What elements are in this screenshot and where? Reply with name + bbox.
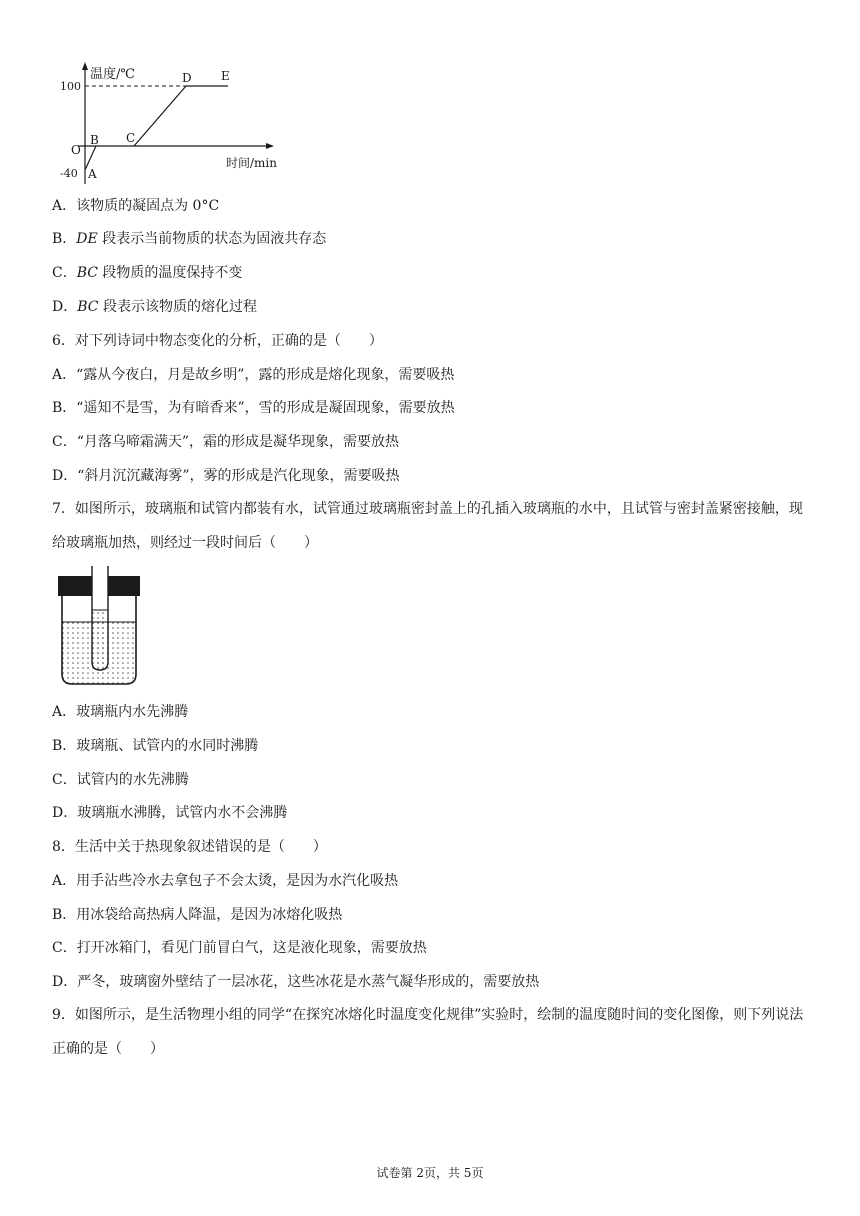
q6-stem: 6．对下列诗词中物态变化的分析，正确的是（ ） — [52, 333, 383, 349]
graph-svg — [58, 60, 298, 188]
point-label-B: B — [90, 133, 99, 147]
point-label-A: A — [88, 167, 97, 181]
point-label-D: D — [182, 71, 192, 85]
point-label-E: E — [221, 69, 230, 83]
q9-stem: 9．如图所示，是生活物理小组的同学“在探究冰熔化时温度变化规律”实验时，绘制的温度随时间的变化图像，则下列说法正确的是（ ） — [52, 1007, 804, 1057]
q5-option-b-var: DE — [76, 231, 98, 247]
beaker-svg — [56, 566, 142, 690]
q7-option-b: B．玻璃瓶、试管内的水同时沸腾 — [52, 738, 259, 754]
jar-lid-right — [108, 576, 140, 596]
q5-option-d — [52, 297, 257, 317]
page-footer: 试卷第 2页，共 5页 — [376, 1166, 484, 1180]
q5-option-d-prefix: D． — [52, 299, 78, 315]
q5-option-b-prefix: B． — [52, 231, 77, 247]
q5-option-b — [52, 229, 326, 249]
tick-label-neg40: -40 — [60, 167, 78, 180]
y-axis-label: 温度/℃ — [90, 67, 135, 82]
q6-option-c: C．“月落乌啼霜满天”，霜的形成是凝华现象，需要放热 — [52, 434, 400, 450]
q5-option-d-text: 段表示该物质的熔化过程 — [98, 299, 257, 315]
q6-option-a: A．“露从今夜白，月是故乡明”，露的形成是熔化现象，需要吸热 — [52, 367, 455, 383]
temperature-time-graph — [58, 60, 298, 188]
q8-stem: 8．生活中关于热现象叙述错误的是（ ） — [52, 839, 327, 855]
segment-CD — [134, 86, 186, 146]
y-axis-arrow — [82, 62, 88, 70]
q5-option-c-var: BC — [76, 265, 98, 281]
q5-option-c — [52, 263, 242, 283]
q8-option-a: A．用手沾些冷水去拿包子不会太烫，是因为水汽化吸热 — [52, 873, 399, 889]
jar-lid-left — [58, 576, 92, 596]
q5-option-c-prefix: C． — [52, 265, 77, 281]
q7-option-d: D．玻璃瓶水沸腾，试管内水不会沸腾 — [52, 805, 288, 821]
q6-option-b: B．“遥知不是雪，为有暗香来”，雪的形成是凝固现象，需要放热 — [52, 400, 455, 416]
q7-option-a: A．玻璃瓶内水先沸腾 — [52, 704, 189, 720]
q7-stem: 7．如图所示，玻璃瓶和试管内都装有水，试管通过玻璃瓶密封盖上的孔插入玻璃瓶的水中，且试管与密封盖紧密接触，现给玻璃瓶加热，则经过一段时间后（ ） — [52, 501, 803, 551]
q5-option-d-var: BC — [77, 299, 99, 315]
beaker-figure — [56, 566, 142, 690]
q5-option-a: A．该物质的凝固点为 0°C — [52, 198, 220, 214]
point-label-O: O — [71, 143, 81, 157]
x-axis-label: 时间/min — [226, 156, 277, 170]
point-label-C: C — [126, 131, 136, 145]
q8-option-c: C．打开冰箱门，看见门前冒白气，这是液化现象，需要放热 — [52, 940, 427, 956]
q8-option-b: B．用冰袋给高热病人降温，是因为冰熔化吸热 — [52, 907, 343, 923]
x-axis-arrow — [266, 143, 274, 149]
q5-option-c-text: 段物质的温度保持不变 — [97, 265, 243, 281]
q8-option-d: D．严冬，玻璃窗外壁结了一层冰花，这些冰花是水蒸气凝华形成的，需要放热 — [52, 974, 540, 990]
q5-option-b-text: 段表示当前物质的状态为固液共存态 — [97, 231, 327, 247]
tick-label-100: 100 — [60, 80, 81, 93]
q6-option-d: D．“斜月沉沉藏海雾”，雾的形成是汽化现象，需要吸热 — [52, 468, 400, 484]
q7-option-c: C．试管内的水先沸腾 — [52, 772, 189, 788]
